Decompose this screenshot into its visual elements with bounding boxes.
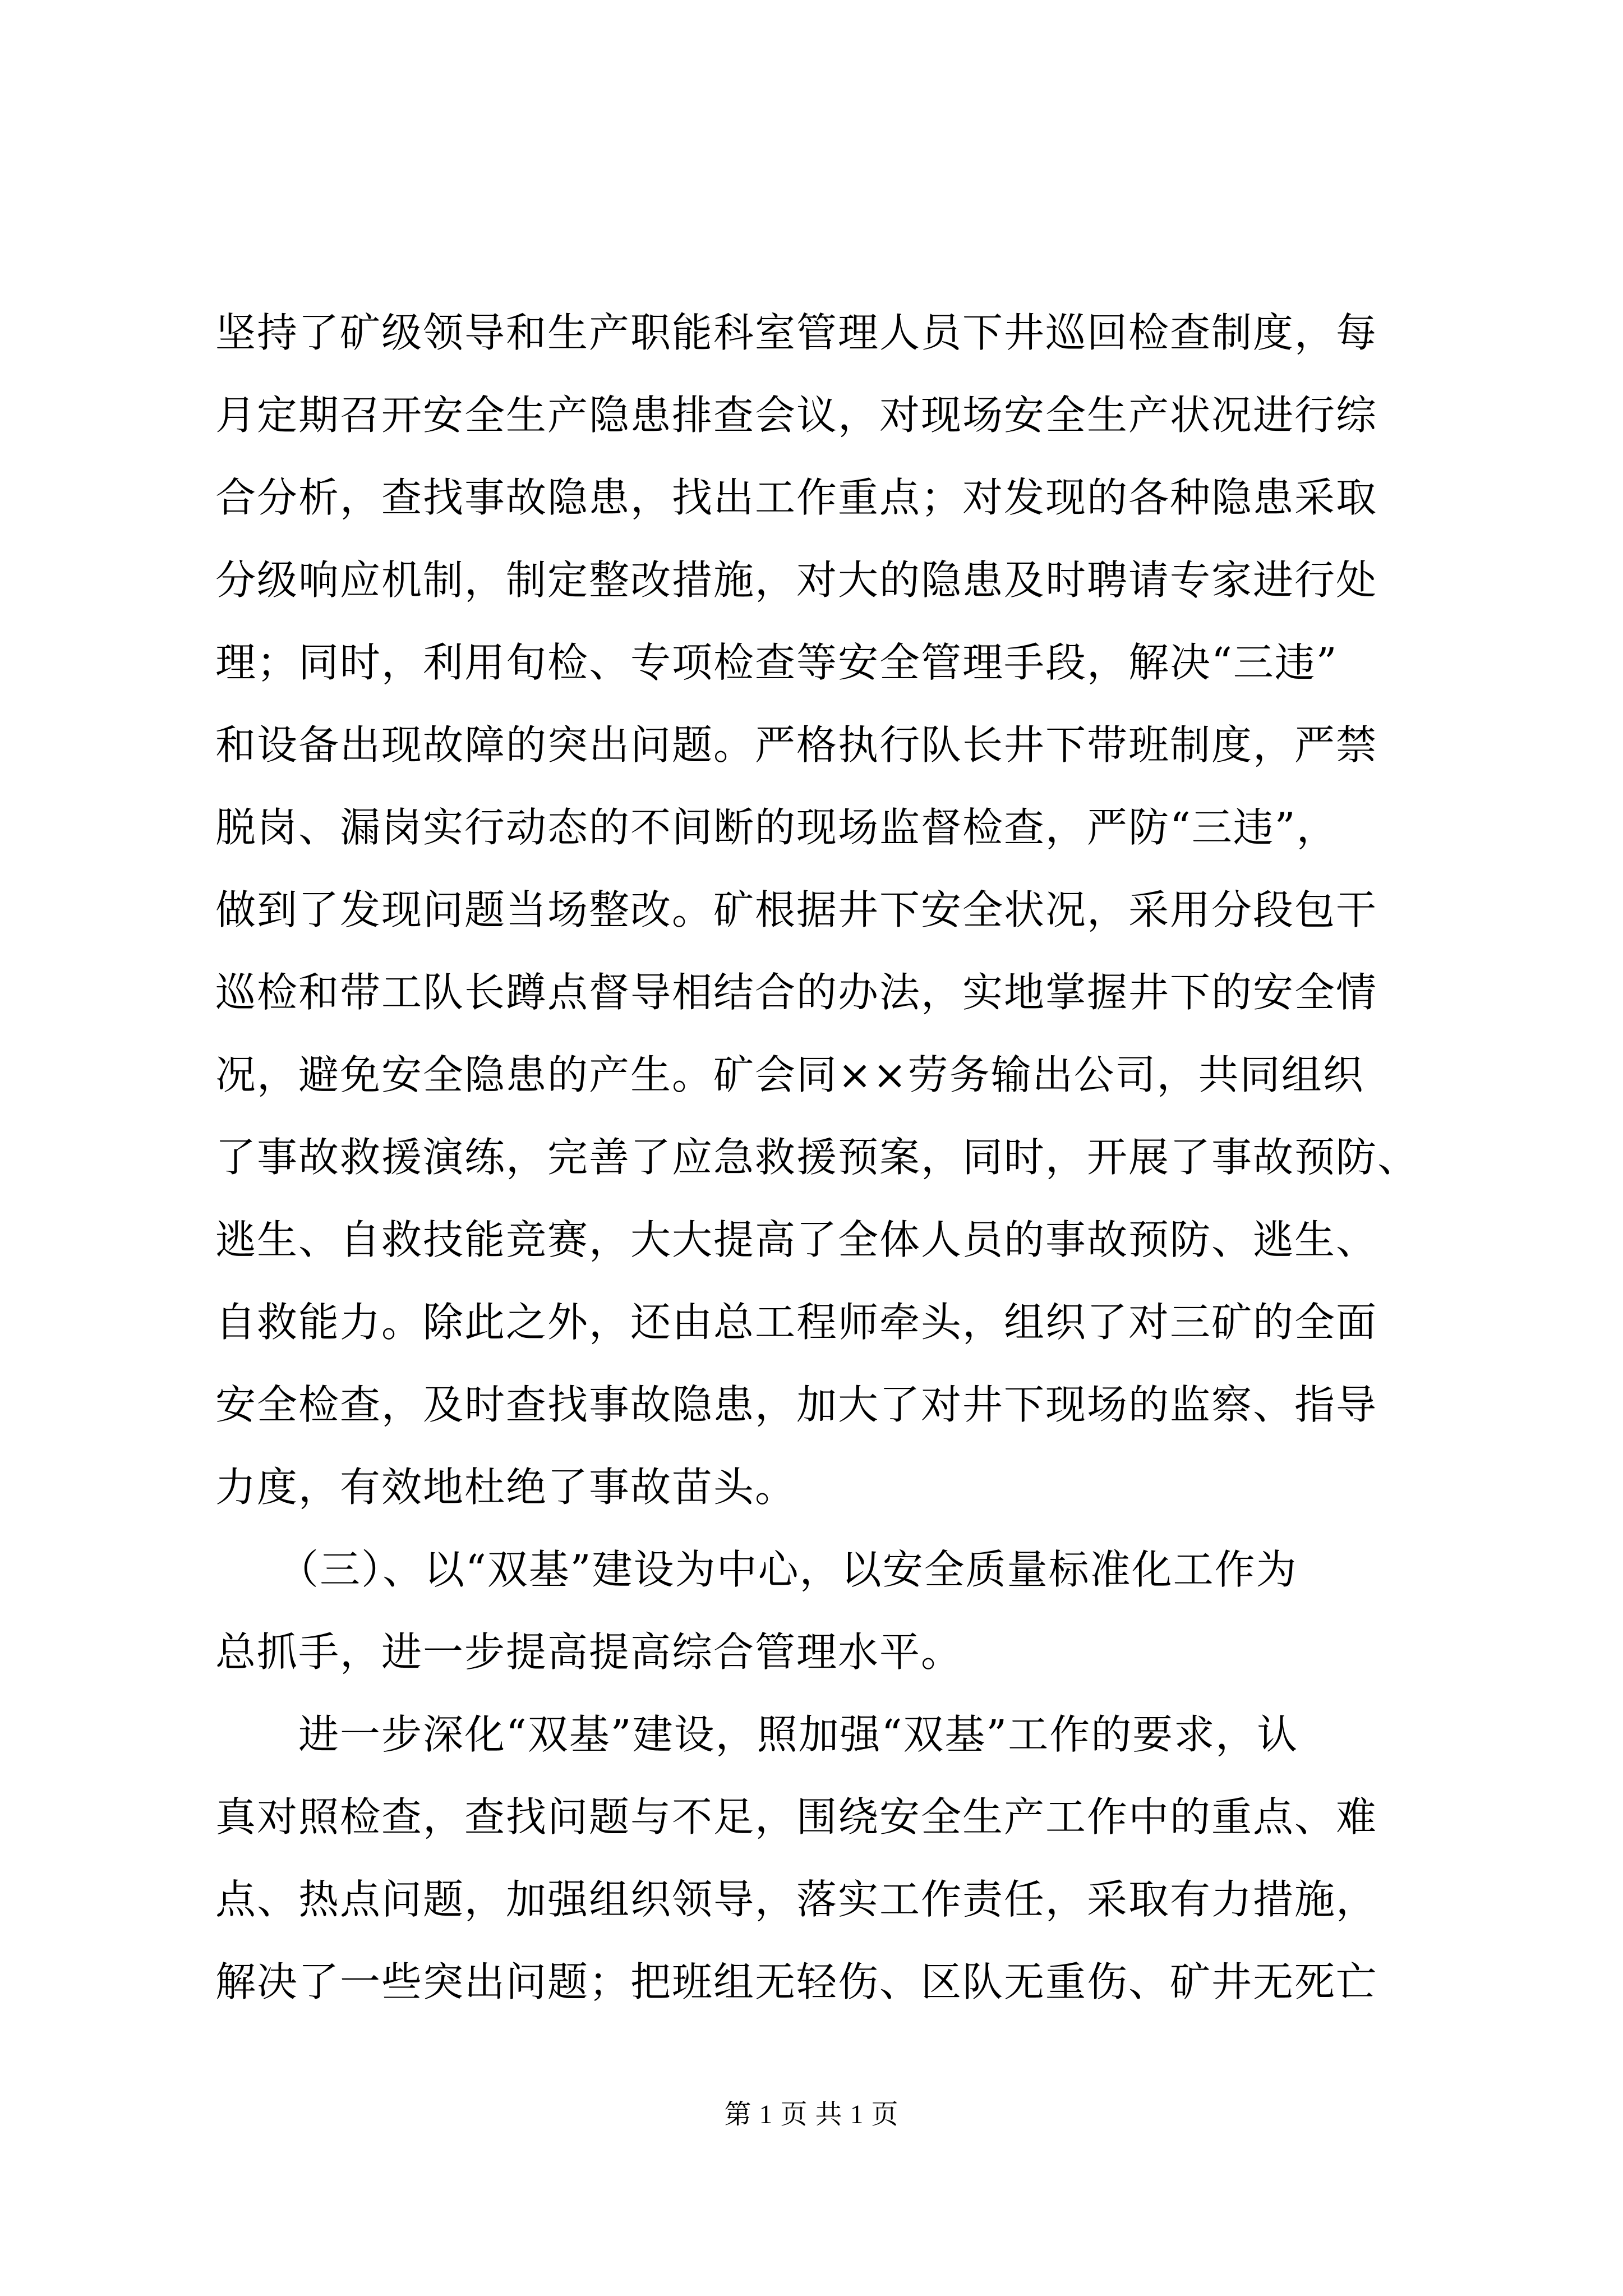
- text-line: 况，避免安全隐患的产生。矿会同××劳务输出公司，共同组织: [215, 1051, 1364, 1098]
- page-footer: 第 1 页 共 1 页: [724, 2100, 899, 2129]
- section-heading-line: （三）、以“双基”建设为中心，以安全质量标准化工作为: [215, 1546, 1298, 1593]
- text-line: 了事故救援演练，完善了应急救援预案，同时，开展了事故预防、: [215, 1134, 1419, 1181]
- text-line: 真对照检查，查找问题与不足，围绕安全生产工作中的重点、难: [215, 1793, 1378, 1841]
- text-line: 坚持了矿级领导和生产职能科室管理人员下井巡回检查制度，每: [215, 309, 1378, 356]
- text-line: 理；同时，利用旬检、专项检查等安全管理手段，解决“三违”: [215, 639, 1338, 686]
- text-line: 脱岗、漏岗实行动态的不间断的现场监督检查，严防“三违”，: [215, 804, 1338, 851]
- body-text: [215, 292, 1438, 2023]
- text-line: 和设备出现故障的突出问题。严格执行队长井下带班制度，严禁: [215, 721, 1378, 769]
- text-line: 巡检和带工队长蹲点督导相结合的办法，实地掌握井下的安全情: [215, 969, 1378, 1016]
- text-line: 分级响应机制，制定整改措施，对大的隐患及时聘请专家进行处: [215, 556, 1378, 604]
- text-line: 力度，有效地杜绝了事故苗头。: [215, 1464, 797, 1511]
- text-line: 月定期召开安全生产隐患排查会议，对现场安全生产状况进行综: [215, 392, 1378, 439]
- text-line: 逃生、自救技能竞赛，大大提高了全体人员的事故预防、逃生、: [215, 1216, 1378, 1263]
- text-line: 自救能力。除此之外，还由总工程师牵头，组织了对三矿的全面: [215, 1299, 1378, 1346]
- text-line: 安全检查，及时查找事故隐患，加大了对井下现场的监察、指导: [215, 1381, 1378, 1428]
- text-line: 点、热点问题，加强组织领导，落实工作责任，采取有力措施，: [215, 1876, 1378, 1923]
- text-line: 解决了一些突出问题；把班组无轻伤、区队无重伤、矿井无死亡: [215, 1958, 1378, 2005]
- text-line: 进一步深化“双基”建设，照加强“双基”工作的要求，认: [215, 1711, 1299, 1758]
- text-line: 做到了发现问题当场整改。矿根据井下安全状况，采用分段包干: [215, 886, 1378, 933]
- text-line: 合分析，查找事故隐患，找出工作重点；对发现的各种隐患采取: [215, 474, 1378, 521]
- section-heading-line: 总抓手，进一步提高提高综合管理水平。: [215, 1628, 963, 1676]
